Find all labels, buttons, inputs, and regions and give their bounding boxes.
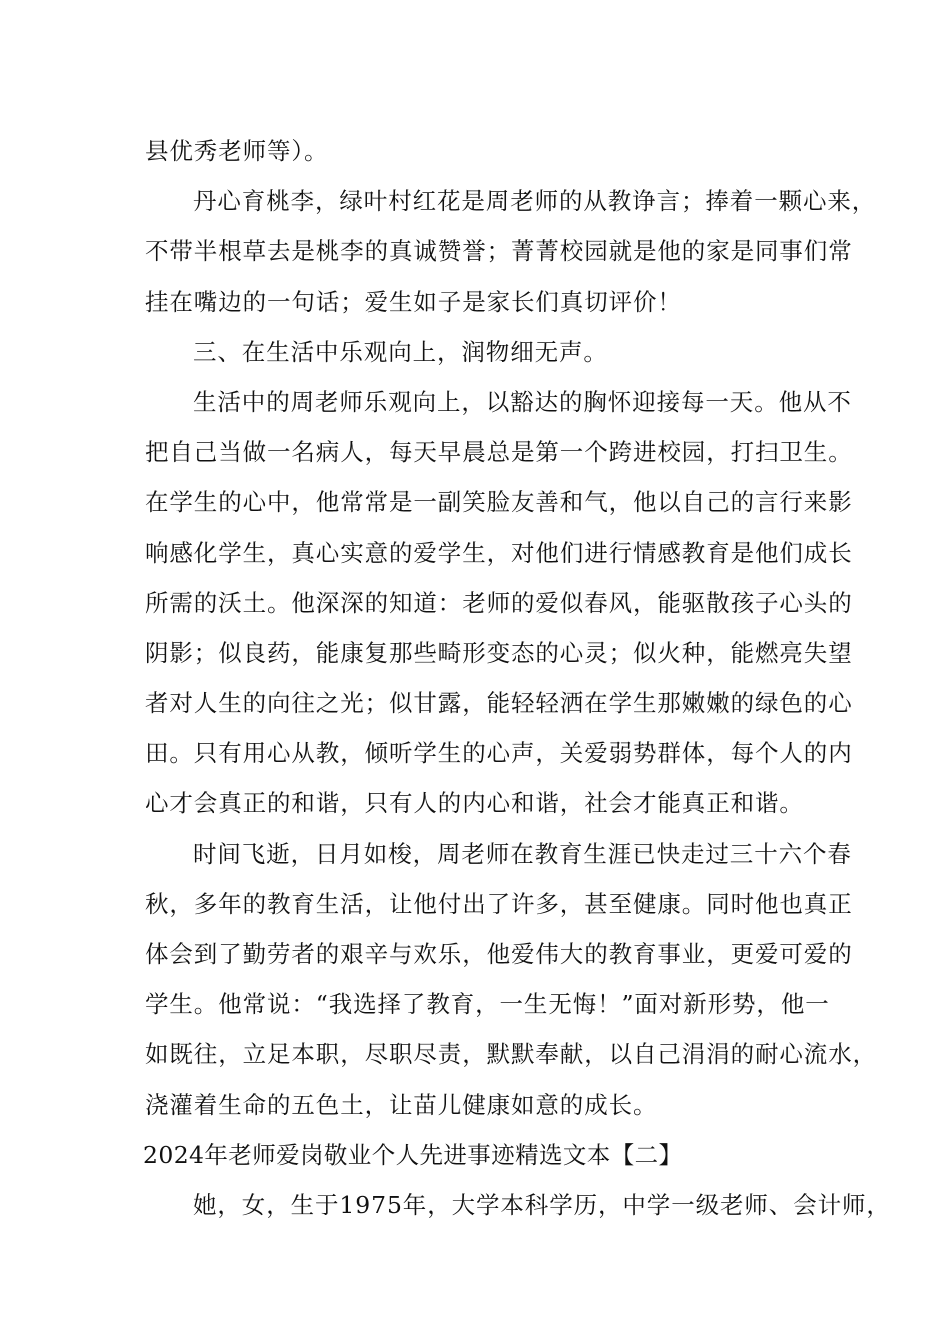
text-line: 在学生的心中，他常常是一副笑脸友善和气，他以自己的言行来影 bbox=[145, 488, 853, 517]
text-line: 阴影；似良药，能康复那些畸形变态的心灵；似火种，能燃亮失望 bbox=[145, 638, 853, 667]
text-line: 心才会真正的和谐，只有人的内心和谐，社会才能真正和谐。 bbox=[145, 789, 804, 818]
text-line: 学生。他常说：“我选择了教育，一生无悔！”面对新形势，他一 bbox=[145, 990, 830, 1019]
text-line: 不带半根草去是桃李的真诚赞誉；菁菁校园就是他的家是同事们常 bbox=[145, 237, 853, 266]
text-line: 浇灌着生命的五色土，让苗儿健康如意的成长。 bbox=[145, 1090, 658, 1119]
section-heading: 三、在生活中乐观向上，润物细无声。 bbox=[193, 337, 608, 366]
document-body bbox=[143, 126, 891, 1230]
text-line: 挂在嘴边的一句话；爱生如子是家长们真切评价！ bbox=[145, 287, 682, 316]
paragraph-first-line: 她，女，生于1975年，大学本科学历，中学一级老师、会计师， bbox=[193, 1190, 891, 1219]
article-title: 2024年老师爱岗敬业个人先进事迹精选文本【二】 bbox=[143, 1140, 683, 1169]
text-line: 把自己当做一名病人，每天早晨总是第一个跨进校园，打扫卫生。 bbox=[145, 438, 853, 467]
text-line: 秋，多年的教育生活，让他付出了许多，甚至健康。同时他也真正 bbox=[145, 889, 853, 918]
paragraph-first-line: 生活中的周老师乐观向上，以豁达的胸怀迎接每一天。他从不 bbox=[193, 387, 852, 416]
text-line: 响感化学生，真心实意的爱学生，对他们进行情感教育是他们成长 bbox=[145, 538, 853, 567]
text-line: 所需的沃土。他深深的知道：老师的爱似春风，能驱散孩子心头的 bbox=[145, 588, 853, 617]
paragraph-first-line: 时间飞逝，日月如梭，周老师在教育生涯已快走过三十六个春 bbox=[193, 839, 852, 868]
text-line: 体会到了勤劳者的艰辛与欢乐，他爱伟大的教育事业，更爱可爱的 bbox=[145, 940, 853, 968]
text-line: 县优秀老师等）。 bbox=[145, 137, 329, 165]
text-line: 者对人生的向往之光；似甘露，能轻轻洒在学生那嫩嫩的绿色的心 bbox=[145, 689, 853, 718]
text-line: 如既往，立足本职，尽职尽责，默默奉献，以自己涓涓的耐心流水， bbox=[145, 1040, 877, 1069]
text-line: 田。只有用心从教，倾听学生的心声，关爱弱势群体，每个人的内 bbox=[145, 739, 853, 768]
paragraph-first-line: 丹心育桃李，绿叶村红花是周老师的从教诤言；捧着一颗心来， bbox=[193, 187, 877, 216]
